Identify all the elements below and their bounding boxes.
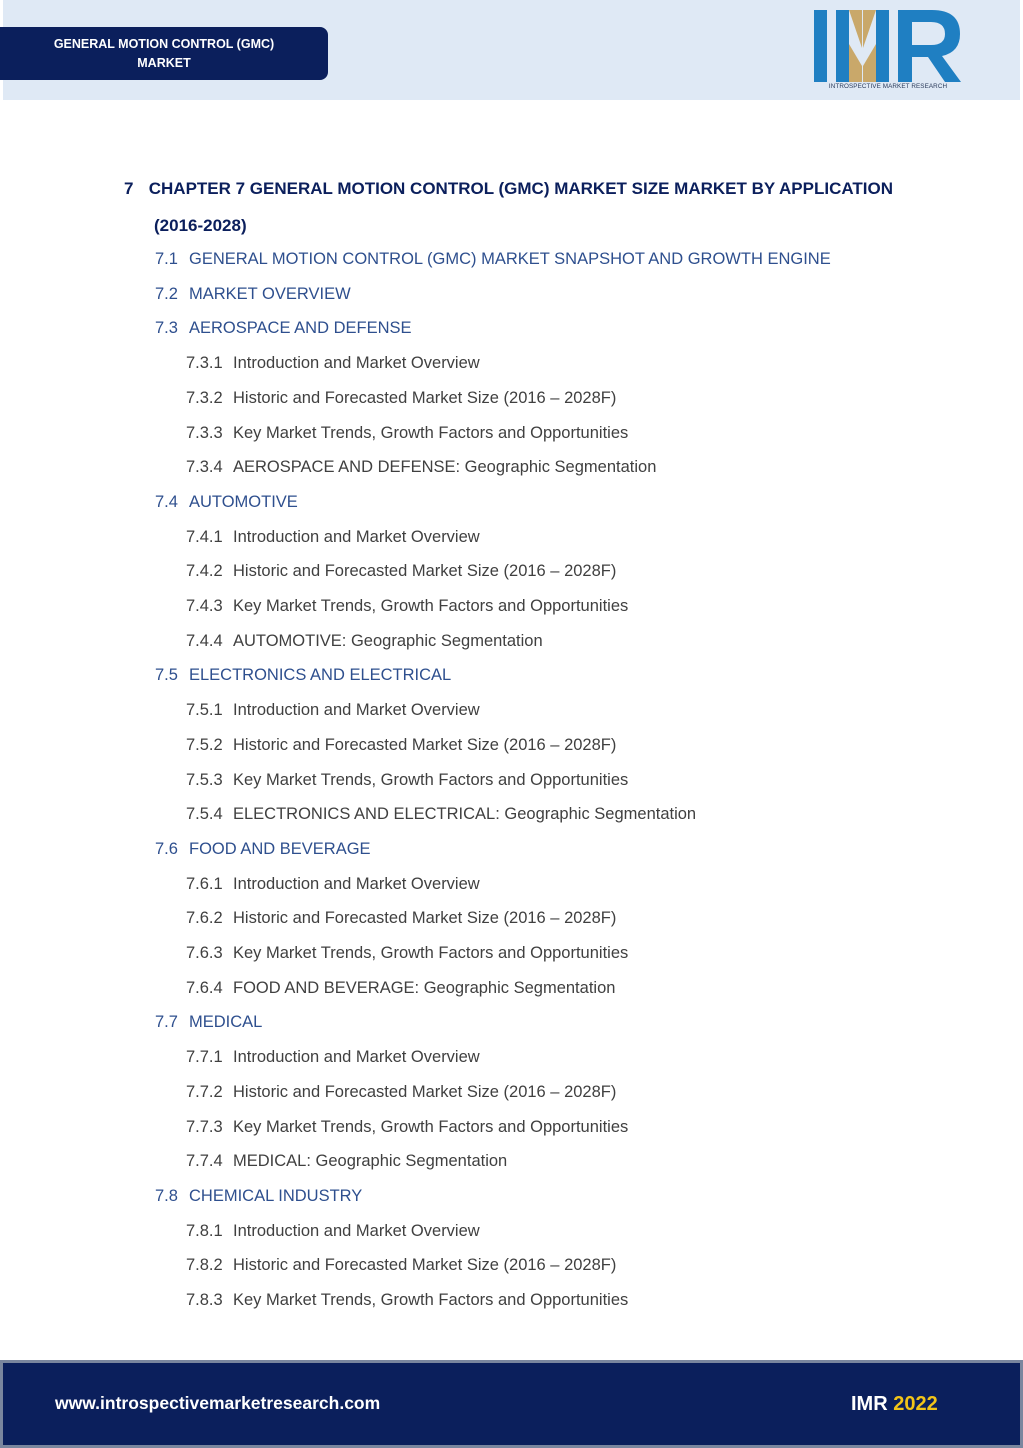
footer-year: 2022 (893, 1393, 938, 1415)
toc-subsection[interactable] (186, 387, 616, 409)
toc-entry-number: 7.2 (155, 284, 178, 303)
chapter-title-continuation: (2016-2028) (154, 216, 247, 235)
toc-subsection[interactable] (186, 526, 480, 548)
toc-entry-title: Introduction and Market Overview (233, 1048, 480, 1067)
toc-entry-number: 7.4.2 (186, 562, 223, 581)
toc-entry-number: 7.6.1 (186, 874, 223, 893)
toc-entry-number: 7.5.4 (186, 805, 223, 824)
toc-section[interactable] (155, 1011, 262, 1033)
toc-entry-number: 7.3 (155, 319, 178, 338)
toc-section[interactable] (155, 664, 451, 686)
toc-section[interactable] (155, 491, 298, 513)
toc-subsection[interactable] (186, 1116, 628, 1138)
toc-entry-number: 7.6.3 (186, 944, 223, 962)
toc-entry-number: 7.5.2 (186, 735, 223, 754)
toc-entry-number: 7.8 (155, 1186, 178, 1205)
toc-entry-title: ELECTRONICS AND ELECTRICAL (189, 666, 452, 685)
toc-entry-title: ELECTRONICS AND ELECTRICAL: Geographic Segmentation (233, 805, 697, 824)
toc-entry-title: Historic and Forecasted Market Size (2016 – 2028F) (233, 1256, 617, 1275)
toc-entry-number: 7.6 (155, 839, 178, 858)
toc-entry-title: Historic and Forecasted Market Size (2016 – 2028F) (233, 735, 617, 754)
toc-subsection[interactable] (186, 1150, 507, 1172)
toc-subsection[interactable] (186, 873, 480, 895)
toc-entry-title: Key Market Trends, Growth Factors and Opportunities (233, 770, 629, 789)
toc-subsection[interactable] (186, 977, 615, 999)
toc-subsection[interactable] (186, 456, 656, 478)
toc-subsection[interactable] (186, 595, 628, 617)
toc-entry-number: 7.1 (155, 250, 178, 268)
toc-section[interactable] (155, 1185, 362, 1207)
chapter-heading[interactable] (124, 170, 924, 244)
toc-subsection[interactable] (186, 630, 543, 652)
toc-entry-number: 7.7.2 (186, 1082, 223, 1101)
toc-entry-number: 7.3.2 (186, 388, 223, 407)
toc-entry-number: 7.4 (155, 492, 178, 511)
toc-entry-title: Introduction and Market Overview (233, 874, 480, 893)
toc-subsection[interactable] (186, 699, 480, 721)
toc-entry-number: 7.5.1 (186, 701, 223, 720)
toc-entry-title: AEROSPACE AND DEFENSE (189, 319, 412, 338)
toc-subsection[interactable] (186, 769, 628, 791)
toc-entry-number: 7.8.2 (186, 1256, 223, 1275)
toc-entry-number: 7.7.4 (186, 1152, 223, 1171)
toc-subsection[interactable] (186, 803, 696, 825)
toc-entry-title: Historic and Forecasted Market Size (2016 – 2028F) (233, 388, 617, 407)
toc-entry-number: 7.7.3 (186, 1117, 223, 1136)
toc-entry-title: FOOD AND BEVERAGE: Geographic Segmentation (233, 978, 616, 997)
toc-entry-title: MARKET OVERVIEW (189, 284, 351, 303)
page-footer (0, 1360, 1023, 1448)
toc-section[interactable] (155, 838, 371, 860)
toc-subsection[interactable] (186, 942, 628, 964)
report-tag-line2: MARKET (137, 56, 191, 70)
toc-entry-number: 7.8.1 (186, 1221, 223, 1240)
toc-entry-title: AUTOMOTIVE (189, 492, 298, 511)
toc-entry-number: 7.5.3 (186, 770, 223, 789)
toc-section[interactable] (155, 283, 351, 305)
toc-entry-title: Historic and Forecasted Market Size (2016 – 2028F) (233, 1082, 617, 1101)
chapter-title: CHAPTER 7 GENERAL MOTION CONTROL (GMC) MARKET SIZE MARKET BY APPLICATION (148, 179, 893, 198)
toc-entry-title: FOOD AND BEVERAGE (189, 839, 371, 858)
toc-entry-number: 7.7.1 (186, 1048, 223, 1067)
toc-subsection[interactable] (186, 352, 480, 374)
footer-url[interactable]: www.introspectivemarketresearch.com (55, 1393, 381, 1413)
report-tag-line1: GENERAL MOTION CONTROL (GMC) (53, 37, 275, 51)
toc-subsection[interactable] (186, 907, 616, 929)
report-tag (0, 27, 328, 80)
toc-entry-title: Key Market Trends, Growth Factors and Opportunities (233, 1291, 629, 1309)
toc-subsection[interactable] (186, 1289, 628, 1311)
toc-entry-title: Introduction and Market Overview (233, 1221, 480, 1240)
toc-entry-title: MEDICAL: Geographic Segmentation (233, 1152, 508, 1171)
toc-subsection[interactable] (186, 1046, 480, 1068)
toc-entry-title: Key Market Trends, Growth Factors and Opportunities (233, 423, 629, 442)
toc-subsection[interactable] (186, 1081, 616, 1103)
footer-brand-name: IMR (851, 1393, 888, 1415)
toc-entry-number: 7.3.3 (186, 423, 223, 442)
toc-subsection[interactable] (186, 734, 616, 756)
toc-entry-number: 7.4.3 (186, 597, 223, 615)
toc-entry-title: AEROSPACE AND DEFENSE: Geographic Segmentation (233, 458, 657, 477)
toc-entry-title: Introduction and Market Overview (233, 354, 480, 373)
toc-entry-title: AUTOMOTIVE: Geographic Segmentation (233, 631, 543, 650)
toc-entry-title: Key Market Trends, Growth Factors and Opportunities (233, 944, 629, 962)
footer-brand (851, 1393, 938, 1416)
toc-entry-title: Key Market Trends, Growth Factors and Opportunities (233, 1117, 629, 1136)
toc-entry-number: 7.7 (155, 1013, 178, 1032)
toc-section[interactable] (155, 317, 412, 339)
toc-entry-number: 7.5 (155, 666, 178, 685)
toc-entry-number: 7.6.4 (186, 978, 223, 997)
toc-entry-title: CHEMICAL INDUSTRY (189, 1186, 363, 1205)
toc-entry-number: 7.4.1 (186, 527, 223, 546)
logo-caption: INTROSPECTIVE MARKET RESEARCH (828, 83, 948, 90)
toc-subsection[interactable] (186, 560, 616, 582)
toc-subsection[interactable] (186, 1220, 480, 1242)
toc-entry-title: Introduction and Market Overview (233, 527, 480, 546)
chapter-number: 7 (124, 179, 134, 198)
toc-entry-title: Introduction and Market Overview (233, 701, 480, 720)
toc-entry-title: MEDICAL (189, 1013, 263, 1032)
toc-entry-title: Key Market Trends, Growth Factors and Opportunities (233, 597, 629, 615)
toc-subsection[interactable] (186, 1254, 616, 1276)
toc-entry-number: 7.3.4 (186, 458, 223, 477)
toc-subsection[interactable] (186, 422, 628, 444)
toc-entry-title: GENERAL MOTION CONTROL (GMC) MARKET SNAPSHOT AND GROWTH ENGINE (189, 250, 831, 268)
toc-entry-number: 7.3.1 (186, 354, 223, 373)
toc-entry-title: Historic and Forecasted Market Size (2016 – 2028F) (233, 909, 617, 928)
toc-entry-number: 7.6.2 (186, 909, 223, 928)
toc-section[interactable] (155, 248, 831, 270)
toc-entry-number: 7.4.4 (186, 631, 223, 650)
toc-entry-title: Historic and Forecasted Market Size (2016 – 2028F) (233, 562, 617, 581)
toc-entry-number: 7.8.3 (186, 1291, 223, 1309)
